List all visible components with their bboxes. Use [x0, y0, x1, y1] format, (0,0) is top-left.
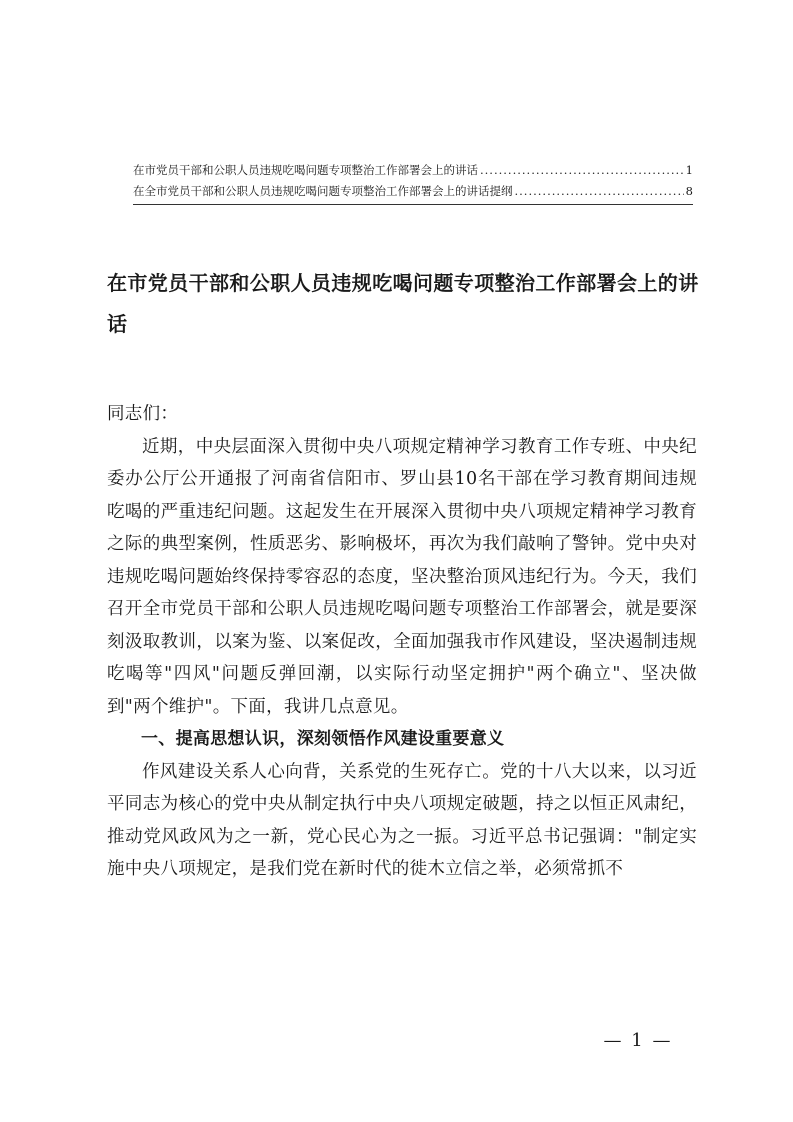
toc-leader-dots — [515, 181, 684, 202]
toc-entry-title: 在市党员干部和公职人员违规吃喝问题专项整治工作部署会上的讲话 — [133, 163, 478, 177]
paragraph-section-1: 作风建设关系人心向背，关系党的生死存亡。党的十八大以来，以习近平同志为核心的党中央从制定执行中央八项规定破题，持之以恒正风肃纪，推动党风政风为之一新，党心民心为之一振。习近平总书记强调："制定实施中央八项规定，是我们党在新时代的徙木立信之举，必须常抓不 — [107, 761, 697, 879]
document-body — [107, 398, 697, 886]
toc-leader-dots — [480, 160, 684, 181]
table-of-contents — [133, 160, 693, 202]
document-title: 在市党员干部和公职人员违规吃喝问题专项整治工作部署会上的讲话 — [107, 271, 699, 336]
toc-entry-title: 在全市党员干部和公职人员违规吃喝问题专项整治工作部署会上的讲话提纲 — [133, 184, 513, 198]
greeting: 同志们： — [107, 404, 179, 424]
toc-entry-1[interactable] — [133, 160, 693, 181]
toc-entry-page: 8 — [685, 184, 693, 198]
page-number: — 1 — — [603, 1030, 673, 1051]
toc-entry-page: 1 — [685, 163, 693, 177]
toc-divider — [133, 204, 693, 205]
section-heading-1: 一、提高思想认识，深刻领悟作风建设重要意义 — [141, 729, 505, 749]
toc-entry-2[interactable] — [133, 181, 693, 202]
paragraph-intro: 近期，中央层面深入贯彻中央八项规定精神学习教育工作专班、中央纪委办公厅公开通报了河南省信阳市、罗山县10名干部在学习教育期间违规吃喝的严重违纪问题。这起发生在开展深入贯彻中央八项规定精神学习教育之际的典型案例，性质恶劣、影响极坏，再次为我们敲响了警钟。党中央对违规吃喝问题始终保持零容忍的态度，坚决整治顶风违纪行为。今天，我们召开全市党员干部和公职人员违规吃喝问题专项整治工作部署会，就是要深刻汲取教训，以案为鉴、以案促改，全面加强我市作风建设，坚决遏制违规吃喝等"四风"问题反弹回潮，以实际行动坚定拥护"两个确立"、坚决做到"两个维护"。下面，我讲几点意见。 — [107, 436, 697, 717]
